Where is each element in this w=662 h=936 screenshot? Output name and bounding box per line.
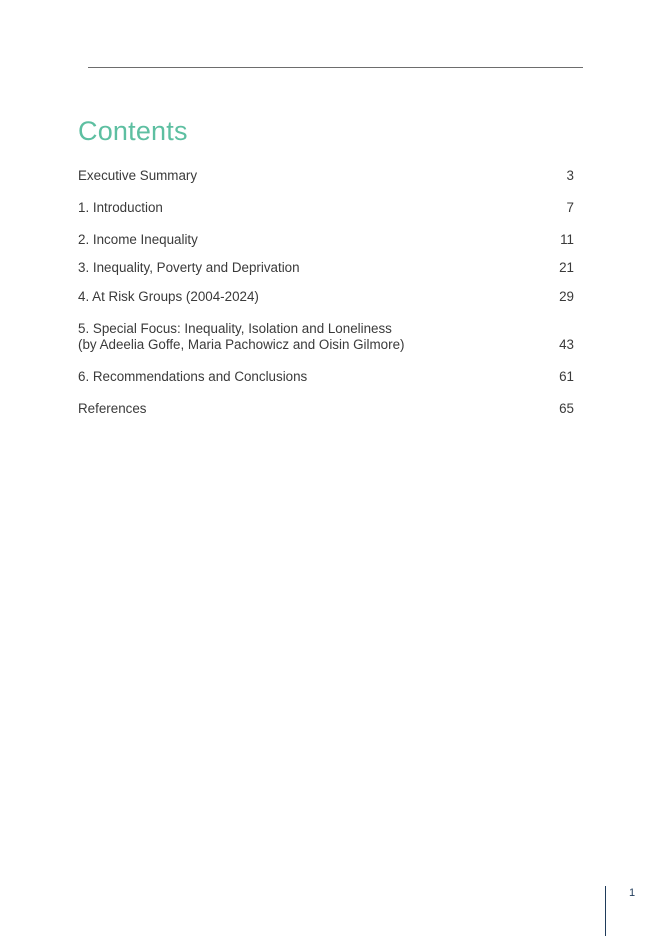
toc-entry-page: 3 — [566, 168, 574, 183]
toc-entry-page: 43 — [559, 337, 574, 352]
toc-entry-page: 65 — [559, 401, 574, 416]
toc-entry-title: 3. Inequality, Poverty and Deprivation — [78, 260, 300, 275]
toc-entry-title: References — [78, 401, 147, 416]
toc-entry-title: Executive Summary — [78, 168, 198, 183]
toc-entry-references[interactable] — [78, 401, 574, 417]
toc-entry-executive-summary[interactable] — [78, 168, 574, 184]
toc-entry-title: 6. Recommendations and Conclusions — [78, 369, 308, 384]
page-number: 1 — [629, 887, 636, 899]
toc-entry-introduction[interactable] — [78, 200, 574, 216]
footer-divider — [605, 886, 606, 936]
toc-entry-title: 1. Introduction — [78, 200, 163, 215]
toc-entry-income-inequality[interactable] — [78, 232, 574, 248]
page-title: Contents — [78, 116, 188, 146]
toc-entry-inequality-poverty-deprivation[interactable] — [78, 260, 574, 276]
toc-entry-page: 7 — [566, 200, 574, 215]
toc-entry-title: 5. Special Focus: Inequality, Isolation and Loneliness (by Adeelia Goffe, Maria Pachowicz and Oisin Gilmore) — [78, 321, 405, 352]
toc-entry-special-focus[interactable] — [78, 321, 574, 353]
header-divider — [88, 67, 583, 68]
toc-entry-page: 29 — [559, 289, 574, 304]
toc-entry-at-risk-groups[interactable] — [78, 289, 574, 305]
toc-entry-page: 61 — [559, 369, 574, 384]
toc-entry-title: 4. At Risk Groups (2004-2024) — [78, 289, 259, 304]
toc-entry-recommendations-conclusions[interactable] — [78, 369, 574, 385]
toc-entry-title: 2. Income Inequality — [78, 232, 198, 247]
toc-entry-page: 21 — [559, 260, 574, 275]
toc-entry-page: 11 — [560, 232, 574, 247]
